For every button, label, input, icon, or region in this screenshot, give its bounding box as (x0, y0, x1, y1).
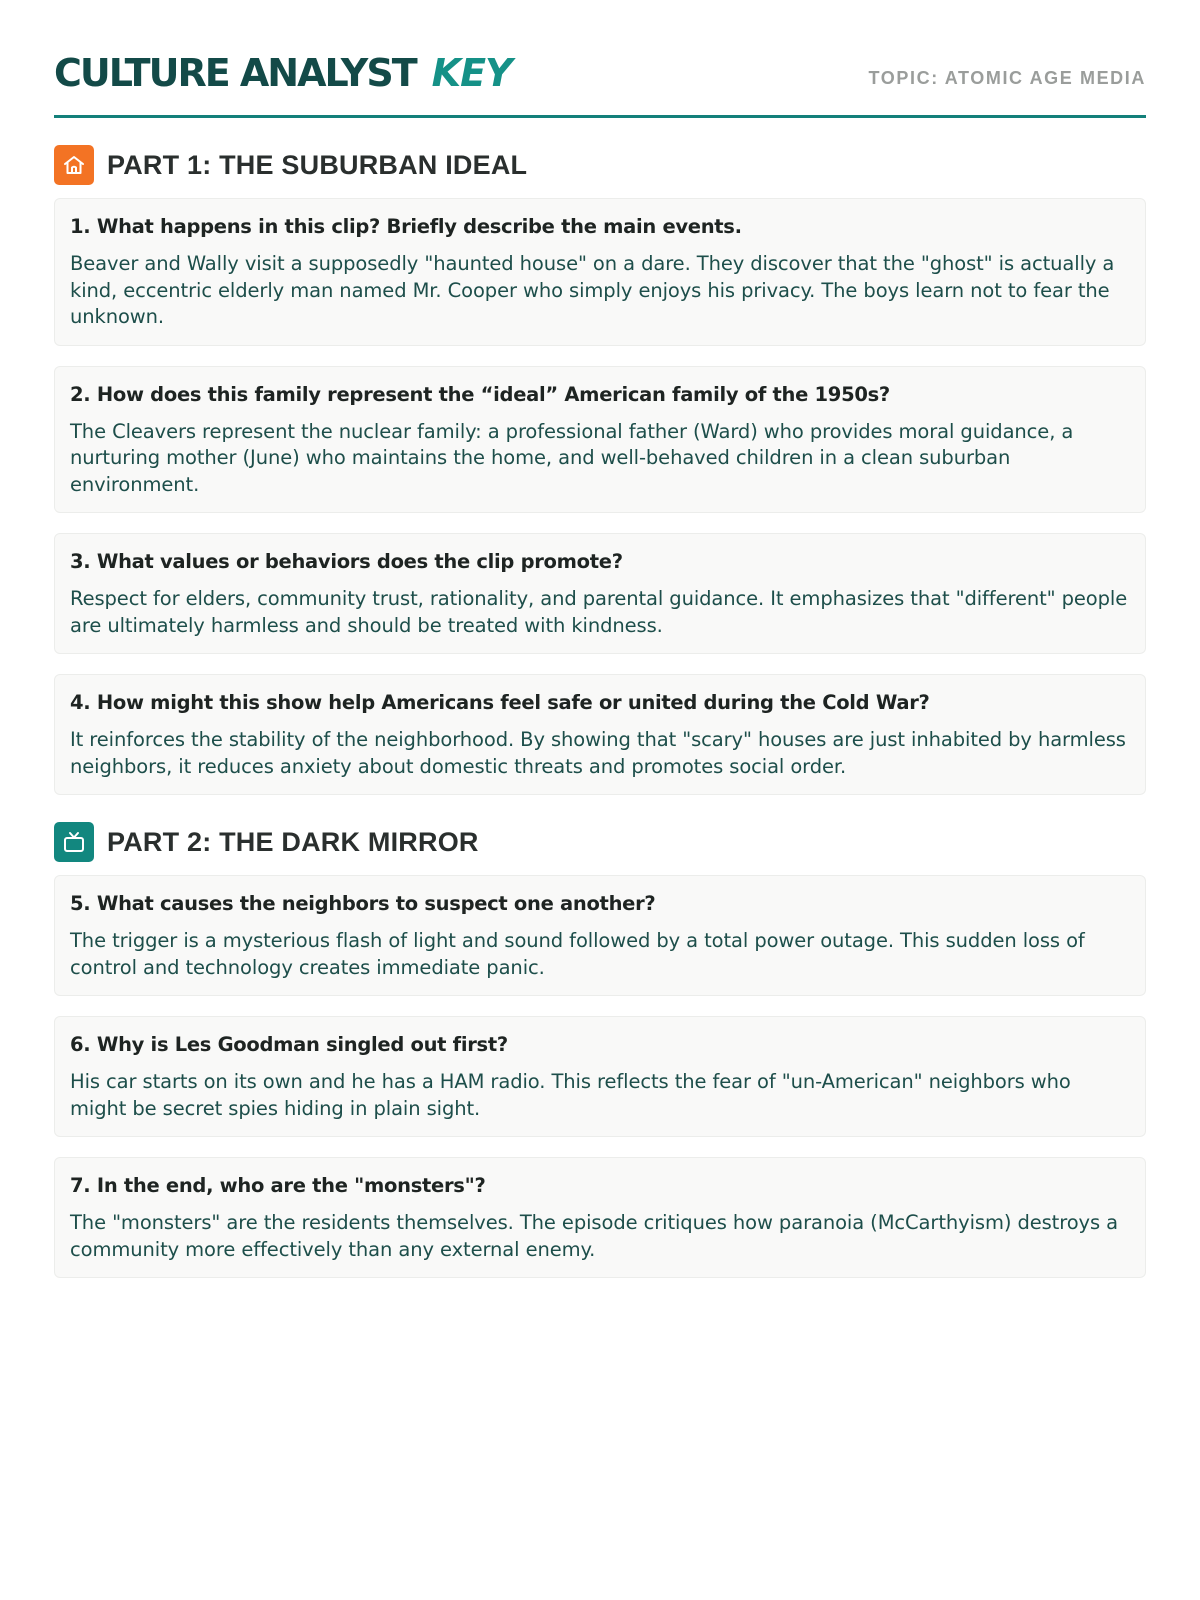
question-card (54, 366, 1146, 514)
question-card (54, 674, 1146, 795)
question-card (54, 533, 1146, 654)
page-title: CULTURE ANALYST (54, 51, 416, 95)
question-text: 6. Why is Les Goodman singled out first? (70, 1033, 508, 1056)
answer-text: The "monsters" are the residents themselves. The episode critiques how paranoia (McCarthyism) destroys a community more effectively than any external enemy. (70, 1211, 1118, 1261)
question-text: 7. In the end, who are the "monsters"? (70, 1174, 486, 1197)
question-text: 5. What causes the neighbors to suspect one another? (70, 892, 656, 915)
question-text: 1. What happens in this clip? Briefly describe the main events. (70, 215, 742, 238)
tv-icon (54, 822, 94, 862)
question-card (54, 198, 1146, 346)
answer-text: It reinforces the stability of the neighborhood. By showing that "scary" houses are just inhabited by harmless neighbors, it reduces anxiety about domestic threats and promotes social order. (70, 728, 1126, 778)
question-text: 4. How might this show help Americans feel safe or united during the Cold War? (70, 691, 930, 714)
answer-text: The trigger is a mysterious flash of light and sound followed by a total power outage. This sudden loss of control and technology creates immediate panic. (70, 929, 1085, 979)
question-card (54, 875, 1146, 996)
question-text: 2. How does this family represent the “ideal” American family of the 1950s? (70, 382, 890, 406)
answer-text: The Cleavers represent the nuclear family: a professional father (Ward) who provides moral guidance, a nurturing mother (June) who maintains the home, and well-behaved children in a clean suburban environment. (70, 419, 1074, 496)
answer-text: Respect for elders, community trust, rationality, and parental guidance. It emphasizes that "different" people are ultimately harmless and should be treated with kindness. (70, 587, 1128, 637)
section-title: PART 1: THE SUBURBAN IDEAL (107, 149, 528, 180)
question-text: 3. What values or behaviors does the clip promote? (70, 550, 623, 573)
section-header-part-1 (54, 144, 1146, 186)
topic-label: TOPIC: ATOMIC AGE MEDIA (868, 68, 1146, 88)
question-card (54, 1157, 1146, 1278)
home-icon (54, 145, 94, 185)
page-header (54, 52, 1146, 118)
question-card (54, 1016, 1146, 1137)
answer-text: His car starts on its own and he has a HAM radio. This reflects the fear of "un-American" neighbors who might be secret spies hiding in plain sight. (70, 1070, 1071, 1120)
answer-text: Beaver and Wally visit a supposedly "haunted house" on a dare. They discover that the "ghost" is actually a kind, eccentric elderly man named Mr. Cooper who simply enjoys his privacy. The boys learn not to fear the unknown. (70, 252, 1115, 328)
section-title: PART 2: THE DARK MIRROR (107, 826, 479, 857)
section-header-part-2 (54, 821, 1146, 863)
brand (54, 51, 512, 95)
key-label: KEY (431, 51, 512, 95)
